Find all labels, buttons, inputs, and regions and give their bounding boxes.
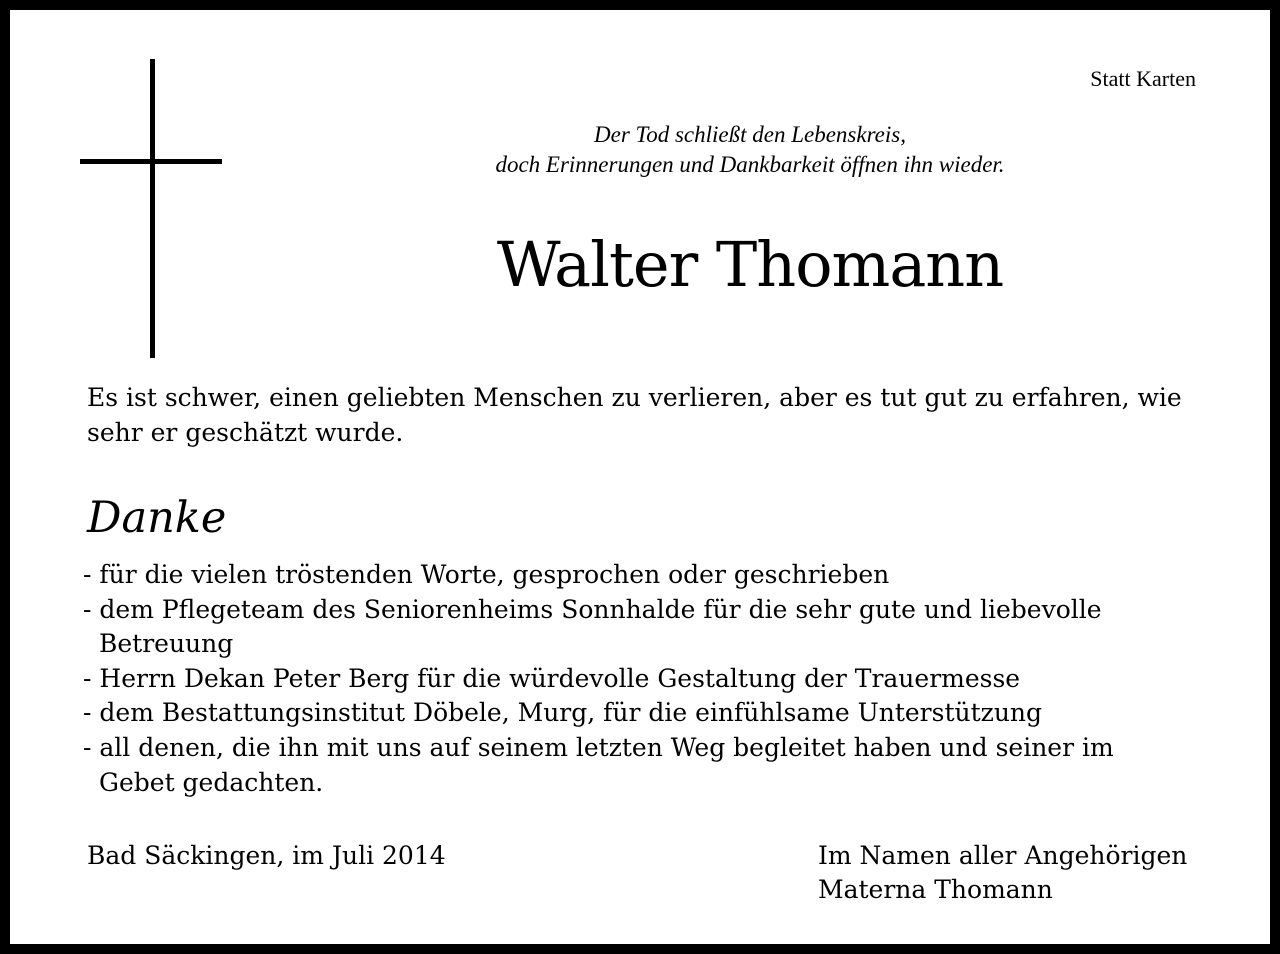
motto-line: doch Erinnerungen und Dankbarkeit öffnen ihn wieder. <box>495 152 1005 177</box>
thanks-item-text: - für die vielen tröstenden Worte, gesprochen oder geschrieben <box>83 560 890 589</box>
thanks-item-text: - dem Bestattungsinstitut Döbele, Murg, für die einfühlsame Unterstützung <box>83 698 1043 728</box>
signature-line: Im Namen aller Angehörigen <box>818 841 1188 870</box>
thanks-item-text: - dem Pflegeteam des Seniorenheims Sonnhalde für die sehr gute und liebevolle <box>83 594 1102 624</box>
intro-line: sehr er geschätzt wurde. <box>87 418 404 447</box>
cross-horizontal-bar <box>80 159 222 164</box>
signature-block <box>818 839 1187 907</box>
motto-quote <box>410 120 1090 180</box>
cross-vertical-bar <box>150 59 155 358</box>
thanks-item <box>83 662 1213 697</box>
thanks-item <box>83 696 1213 731</box>
thanks-item <box>83 558 1213 593</box>
deceased-name: Walter Thomann <box>496 228 1004 301</box>
thanks-item <box>83 731 1213 800</box>
thanks-heading: Danke <box>87 493 227 543</box>
thanks-list <box>83 558 1213 800</box>
thanks-item-continuation: Betreuung <box>99 629 234 659</box>
statt-karten-label: Statt Karten <box>1090 66 1196 91</box>
intro-paragraph <box>87 380 1217 450</box>
thanks-item <box>83 593 1213 662</box>
signature-name: Materna Thomann <box>818 875 1053 904</box>
thanks-item-continuation: Gebet gedachten. <box>99 767 324 797</box>
place-date: Bad Säckingen, im Juli 2014 <box>87 841 446 870</box>
thanks-item-text: - all denen, die ihn mit uns auf seinem letzten Weg begleitet haben und seiner im <box>83 732 1114 762</box>
motto-line: Der Tod schließt den Lebenskreis, <box>594 122 906 147</box>
intro-line: Es ist schwer, einen geliebten Menschen zu verlieren, aber es tut gut zu erfahren, wie <box>87 383 1182 412</box>
thanks-item-text: - Herrn Dekan Peter Berg für die würdevolle Gestaltung der Trauermesse <box>83 663 1021 693</box>
